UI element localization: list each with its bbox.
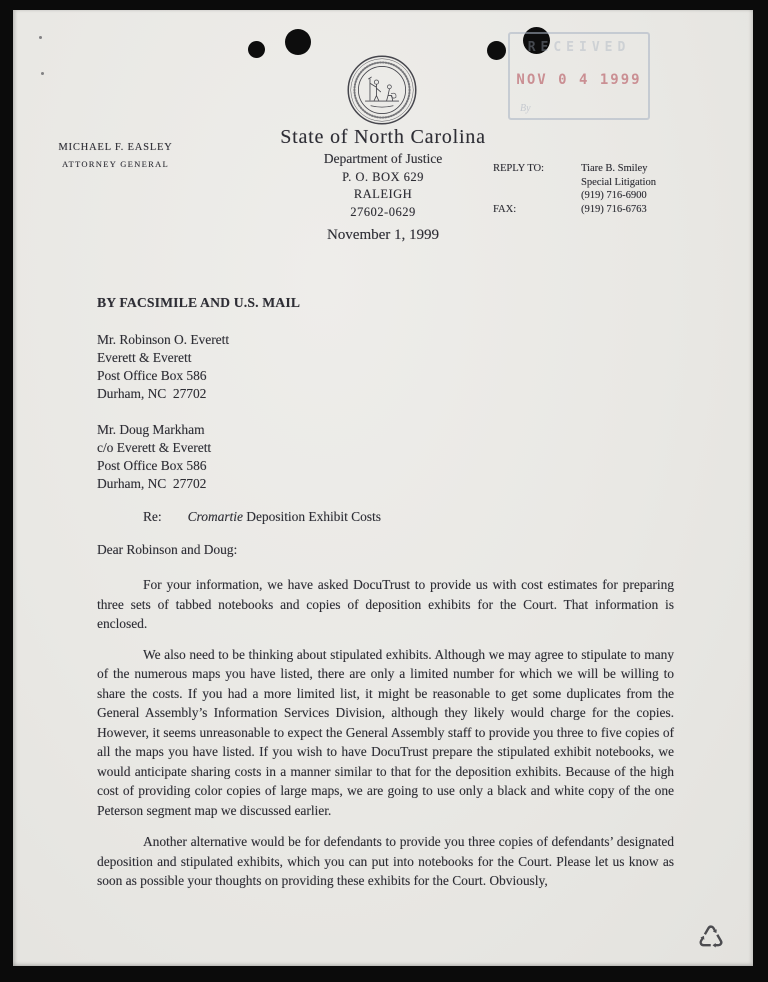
scan-speck: [39, 36, 42, 39]
reply-to-division: Special Litigation: [581, 176, 656, 188]
recipient-line: Post Office Box 586: [97, 458, 207, 473]
recipient-line: Durham, NC 27702: [97, 476, 207, 491]
paragraph-1: For your information, we have asked DocuTrust to provide us with cost estimates for preparing three sets of tabbed notebooks and copies of deposition exhibits for the Court. That information is enclosed.: [97, 577, 674, 631]
reply-to-name: Tiare B. Smiley: [581, 163, 648, 174]
recipient-line: Post Office Box 586: [97, 368, 207, 383]
letterhead-city: RALEIGH: [353, 187, 413, 201]
fax-number: (919) 716-6763: [581, 203, 647, 215]
punch-hole: [248, 41, 265, 58]
delivery-method: BY FACSIMILE AND U.S. MAIL: [97, 295, 301, 310]
attorney-general-title: ATTORNEY GENERAL: [62, 159, 169, 169]
paragraph-2: We also need to be thinking about stipulated exhibits. Although we may agree to stipulate to many of the numerous maps you have listed, there are only a limited number for which we will be willing to share the costs. If you had a more limited list, it might be reasonable to get some duplicates from the General Assembly’s Information Services Division, although they likely would charge for the copies. However, it seems unreasonable to expect the General Assembly staff to provide you three to five copies of all the maps you have listed. If you wish to have DocuTrust prepare the stipulated exhibit notebooks, we would anticipate sharing costs in a manner similar to that for the deposition exhibits. Because of the high cost of providing color copies of large maps, we are going to use only a black and white copy of the one Peterson segment map we discussed earlier.: [97, 646, 674, 818]
letterhead-department: Department of Justice: [323, 151, 443, 166]
letterhead-state-title: State of North Carolina: [280, 126, 486, 148]
recipient-line: Durham, NC 27702: [97, 386, 207, 401]
recipient-address-1: [97, 331, 674, 403]
scan-speck: [41, 72, 44, 75]
recycle-icon: ♺: [697, 920, 725, 956]
north-carolina-state-seal-icon: [345, 53, 419, 127]
recipient-line: c/o Everett & Everett: [97, 440, 212, 455]
letter-paper: [13, 10, 753, 966]
reply-to-phone: (919) 716-6900: [581, 190, 647, 201]
recipient-address-2: [97, 421, 674, 493]
reply-to-label: REPLY TO:: [493, 163, 544, 174]
recipient-line: Mr. Robinson O. Everett: [97, 332, 230, 347]
attorney-general-name: MICHAEL F. EASLEY: [58, 142, 173, 153]
reply-to-block: [493, 162, 728, 216]
received-stamp-date: NOV 0 4 1999: [516, 72, 642, 88]
salutation: Dear Robinson and Doug:: [97, 542, 238, 557]
re-case-name: Cromartie: [187, 509, 243, 524]
letterhead-center: [233, 126, 533, 220]
re-label: Re:: [143, 509, 162, 524]
recipient-line: Everett & Everett: [97, 350, 192, 365]
received-stamp: [508, 32, 650, 120]
re-line: [97, 509, 674, 525]
letterhead-po-box: P. O. BOX 629: [342, 169, 424, 184]
letter-body: [97, 295, 674, 891]
re-subject: Deposition Exhibit Costs: [242, 509, 381, 524]
punch-hole: [285, 29, 311, 55]
fax-label: FAX:: [493, 203, 517, 215]
letterhead-zip: 27602-0629: [350, 204, 416, 219]
letter-date: November 1, 1999: [326, 227, 440, 243]
attorney-general-block: [48, 142, 183, 169]
received-stamp-by-label: By: [520, 103, 531, 114]
recipient-line: Mr. Doug Markham: [97, 422, 205, 437]
punch-hole: [487, 41, 506, 60]
paragraph-3: Another alternative would be for defendants to provide you three copies of defendants’ designated deposition and stipulated exhibits, which you can put into notebooks for the Court. Please let us know as soon as possible your thoughts on providing these exhibits for the Court. Obviously,: [97, 834, 674, 888]
received-stamp-ghost-text: RECEIVED: [527, 40, 631, 55]
